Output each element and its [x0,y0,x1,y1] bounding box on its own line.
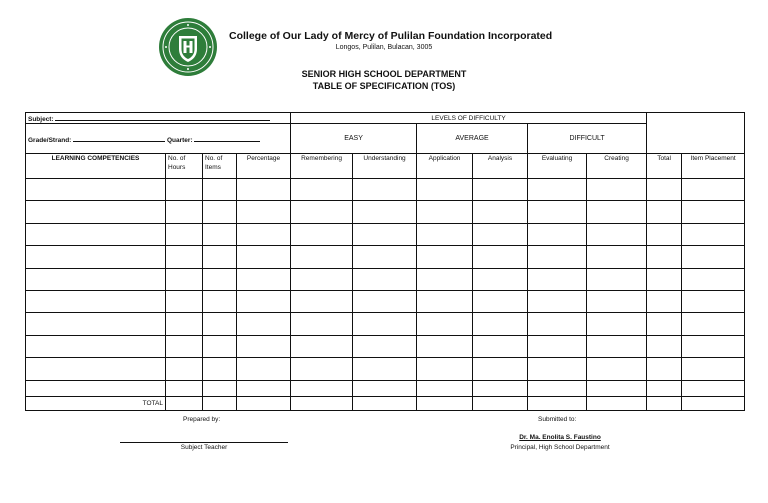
school-address: Longos, Pulilan, Bulacan, 3005 [335,44,433,51]
table-cell[interactable] [237,358,291,380]
table-cell[interactable] [166,335,203,357]
table-cell[interactable] [203,313,237,335]
table-cell[interactable] [203,335,237,357]
table-cell[interactable] [237,223,291,245]
creating-header: Creating [587,154,647,179]
table-cell[interactable] [587,313,647,335]
table-row [26,201,745,223]
table-row [26,380,745,396]
table-cell[interactable] [237,246,291,268]
table-cell[interactable] [647,290,682,312]
table-cell[interactable] [473,396,528,410]
application-header: Application [417,154,473,179]
table-cell[interactable] [473,313,528,335]
table-cell[interactable] [528,290,587,312]
learning-competencies-header: LEARNING COMPETENCIES [26,154,166,179]
table-row [26,335,745,357]
total-header: Total [647,154,682,179]
table-row [26,268,745,290]
quarter-label: Quarter: [166,136,193,144]
table-cell[interactable] [166,179,203,201]
total-row-label: TOTAL [26,396,166,410]
table-cell[interactable] [166,396,203,410]
hours-header: No. of Hours [166,154,203,179]
analysis-header: Analysis [473,154,528,179]
table-cell[interactable] [528,246,587,268]
table-cell[interactable] [417,246,473,268]
levels-of-difficulty-header: LEVELS OF DIFFICULTY [291,113,647,124]
table-cell[interactable] [417,335,473,357]
table-cell[interactable] [166,313,203,335]
table-cell[interactable] [237,380,291,396]
table-cell[interactable] [291,290,353,312]
table-row [26,313,745,335]
table-cell[interactable] [291,335,353,357]
table-cell[interactable] [528,268,587,290]
grade-strand-field[interactable] [73,134,165,142]
table-cell[interactable] [353,201,417,223]
table-cell[interactable] [647,380,682,396]
table-cell[interactable] [291,223,353,245]
table-cell[interactable] [203,223,237,245]
table-cell[interactable] [417,358,473,380]
table-cell[interactable] [528,358,587,380]
table-cell[interactable] [682,290,745,312]
table-cell[interactable] [26,223,166,245]
table-cell[interactable] [647,246,682,268]
table-cell[interactable] [166,380,203,396]
table-cell[interactable] [682,201,745,223]
table-cell[interactable] [682,179,745,201]
table-cell[interactable] [26,179,166,201]
table-cell[interactable] [682,223,745,245]
table-cell[interactable] [166,290,203,312]
table-cell[interactable] [587,268,647,290]
subject-field[interactable] [55,113,270,121]
table-cell[interactable] [353,290,417,312]
submitted-to-label: Submitted to: [538,416,577,423]
table-cell[interactable] [26,313,166,335]
table-row [26,290,745,312]
table-cell[interactable] [26,201,166,223]
table-header-row [26,113,745,124]
tos-table [25,112,745,411]
table-cell[interactable] [166,268,203,290]
table-cell[interactable] [682,358,745,380]
table-cell[interactable] [417,201,473,223]
table-cell[interactable] [291,380,353,396]
table-cell[interactable] [417,380,473,396]
table-row [26,223,745,245]
table-cell[interactable] [682,335,745,357]
subject-label: Subject: [28,116,54,123]
table-cell[interactable] [417,268,473,290]
table-cell[interactable] [203,290,237,312]
table-cell[interactable] [528,396,587,410]
table-cell[interactable] [237,396,291,410]
table-cell[interactable] [528,179,587,201]
table-cell[interactable] [203,246,237,268]
quarter-field[interactable] [194,134,260,142]
table-cell[interactable] [647,223,682,245]
table-cell[interactable] [353,358,417,380]
table-cell[interactable] [353,396,417,410]
table-cell[interactable] [166,246,203,268]
table-cell[interactable] [203,358,237,380]
table-cell[interactable] [587,223,647,245]
principal-role: Principal, High School Department [510,444,610,451]
table-row [26,179,745,201]
table-cell[interactable] [682,396,745,410]
table-cell[interactable] [353,223,417,245]
table-header-row [26,124,745,154]
subject-cell [26,113,291,124]
table-cell[interactable] [682,380,745,396]
table-cell[interactable] [353,246,417,268]
table-cell[interactable] [587,201,647,223]
table-cell[interactable] [682,268,745,290]
table-cell[interactable] [473,201,528,223]
evaluating-header: Evaluating [528,154,587,179]
table-cell[interactable] [473,380,528,396]
table-cell[interactable] [417,223,473,245]
table-cell[interactable] [203,268,237,290]
department-title: SENIOR HIGH SCHOOL DEPARTMENT [301,69,467,79]
table-cell[interactable] [587,396,647,410]
table-cell[interactable] [417,313,473,335]
items-header: No. of Items [203,154,237,179]
table-cell[interactable] [26,290,166,312]
table-cell[interactable] [237,335,291,357]
table-cell[interactable] [237,313,291,335]
percentage-header: Percentage [237,154,291,179]
table-cell[interactable] [291,358,353,380]
school-seal-icon [158,17,218,77]
table-cell[interactable] [203,396,237,410]
table-cell[interactable] [473,290,528,312]
table-cell[interactable] [26,246,166,268]
table-cell[interactable] [237,179,291,201]
table-cell[interactable] [353,268,417,290]
table-cell[interactable] [291,396,353,410]
table-cell[interactable] [473,335,528,357]
table-cell[interactable] [26,335,166,357]
table-cell[interactable] [166,201,203,223]
table-cell[interactable] [203,380,237,396]
document-title: TABLE OF SPECIFICATION (TOS) [312,81,456,91]
table-cell[interactable] [587,380,647,396]
table-cell[interactable] [473,179,528,201]
table-cell[interactable] [528,380,587,396]
table-body [26,179,745,397]
table-cell[interactable] [417,290,473,312]
prepared-by-label: Prepared by: [183,416,221,423]
table-cell[interactable] [26,380,166,396]
table-cell[interactable] [291,268,353,290]
table-cell[interactable] [647,358,682,380]
level-easy-header: EASY [291,124,417,154]
table-cell[interactable] [587,179,647,201]
table-cell[interactable] [647,396,682,410]
table-cell[interactable] [203,179,237,201]
table-cell[interactable] [473,358,528,380]
table-cell[interactable] [291,313,353,335]
column-header-row [26,154,745,179]
table-cell[interactable] [237,268,291,290]
table-cell[interactable] [647,201,682,223]
table-cell[interactable] [682,246,745,268]
school-name: College of Our Lady of Mercy of Pulilan Foundation Incorporated [229,30,553,42]
table-cell[interactable] [237,290,291,312]
table-cell[interactable] [291,201,353,223]
principal-name: Dr. Ma. Enolita S. Faustino [519,434,601,441]
table-cell[interactable] [647,179,682,201]
table-cell[interactable] [647,313,682,335]
item-placement-header: Item Placement [682,154,745,179]
table-cell[interactable] [647,335,682,357]
table-cell[interactable] [528,201,587,223]
table-cell[interactable] [473,246,528,268]
table-cell[interactable] [587,246,647,268]
table-cell[interactable] [417,179,473,201]
table-cell[interactable] [353,335,417,357]
table-cell[interactable] [647,268,682,290]
table-cell[interactable] [203,201,237,223]
table-cell[interactable] [353,380,417,396]
grade-strand-label: Grade/Strand: [28,136,72,144]
level-average-header: AVERAGE [417,124,528,154]
table-cell[interactable] [473,223,528,245]
total-row [26,396,745,410]
table-cell[interactable] [417,396,473,410]
teacher-signature-line [120,442,288,443]
table-cell[interactable] [291,179,353,201]
table-row [26,358,745,380]
understanding-header: Understanding [353,154,417,179]
table-cell[interactable] [682,313,745,335]
table-cell[interactable] [353,179,417,201]
table-cell[interactable] [587,335,647,357]
table-cell[interactable] [587,290,647,312]
table-cell[interactable] [237,201,291,223]
teacher-role: Subject Teacher [180,444,228,451]
table-cell[interactable] [528,313,587,335]
table-cell[interactable] [528,223,587,245]
table-cell[interactable] [166,223,203,245]
grade-quarter-cell [26,124,291,154]
table-cell[interactable] [528,335,587,357]
table-cell[interactable] [26,358,166,380]
table-cell[interactable] [353,313,417,335]
level-difficult-header: DIFFICULT [528,124,647,154]
table-row [26,246,745,268]
table-cell[interactable] [587,358,647,380]
table-cell[interactable] [473,268,528,290]
remembering-header: Remembering [291,154,353,179]
table-cell[interactable] [291,246,353,268]
table-cell[interactable] [26,268,166,290]
blank-header-cell [647,113,745,154]
table-cell[interactable] [166,358,203,380]
